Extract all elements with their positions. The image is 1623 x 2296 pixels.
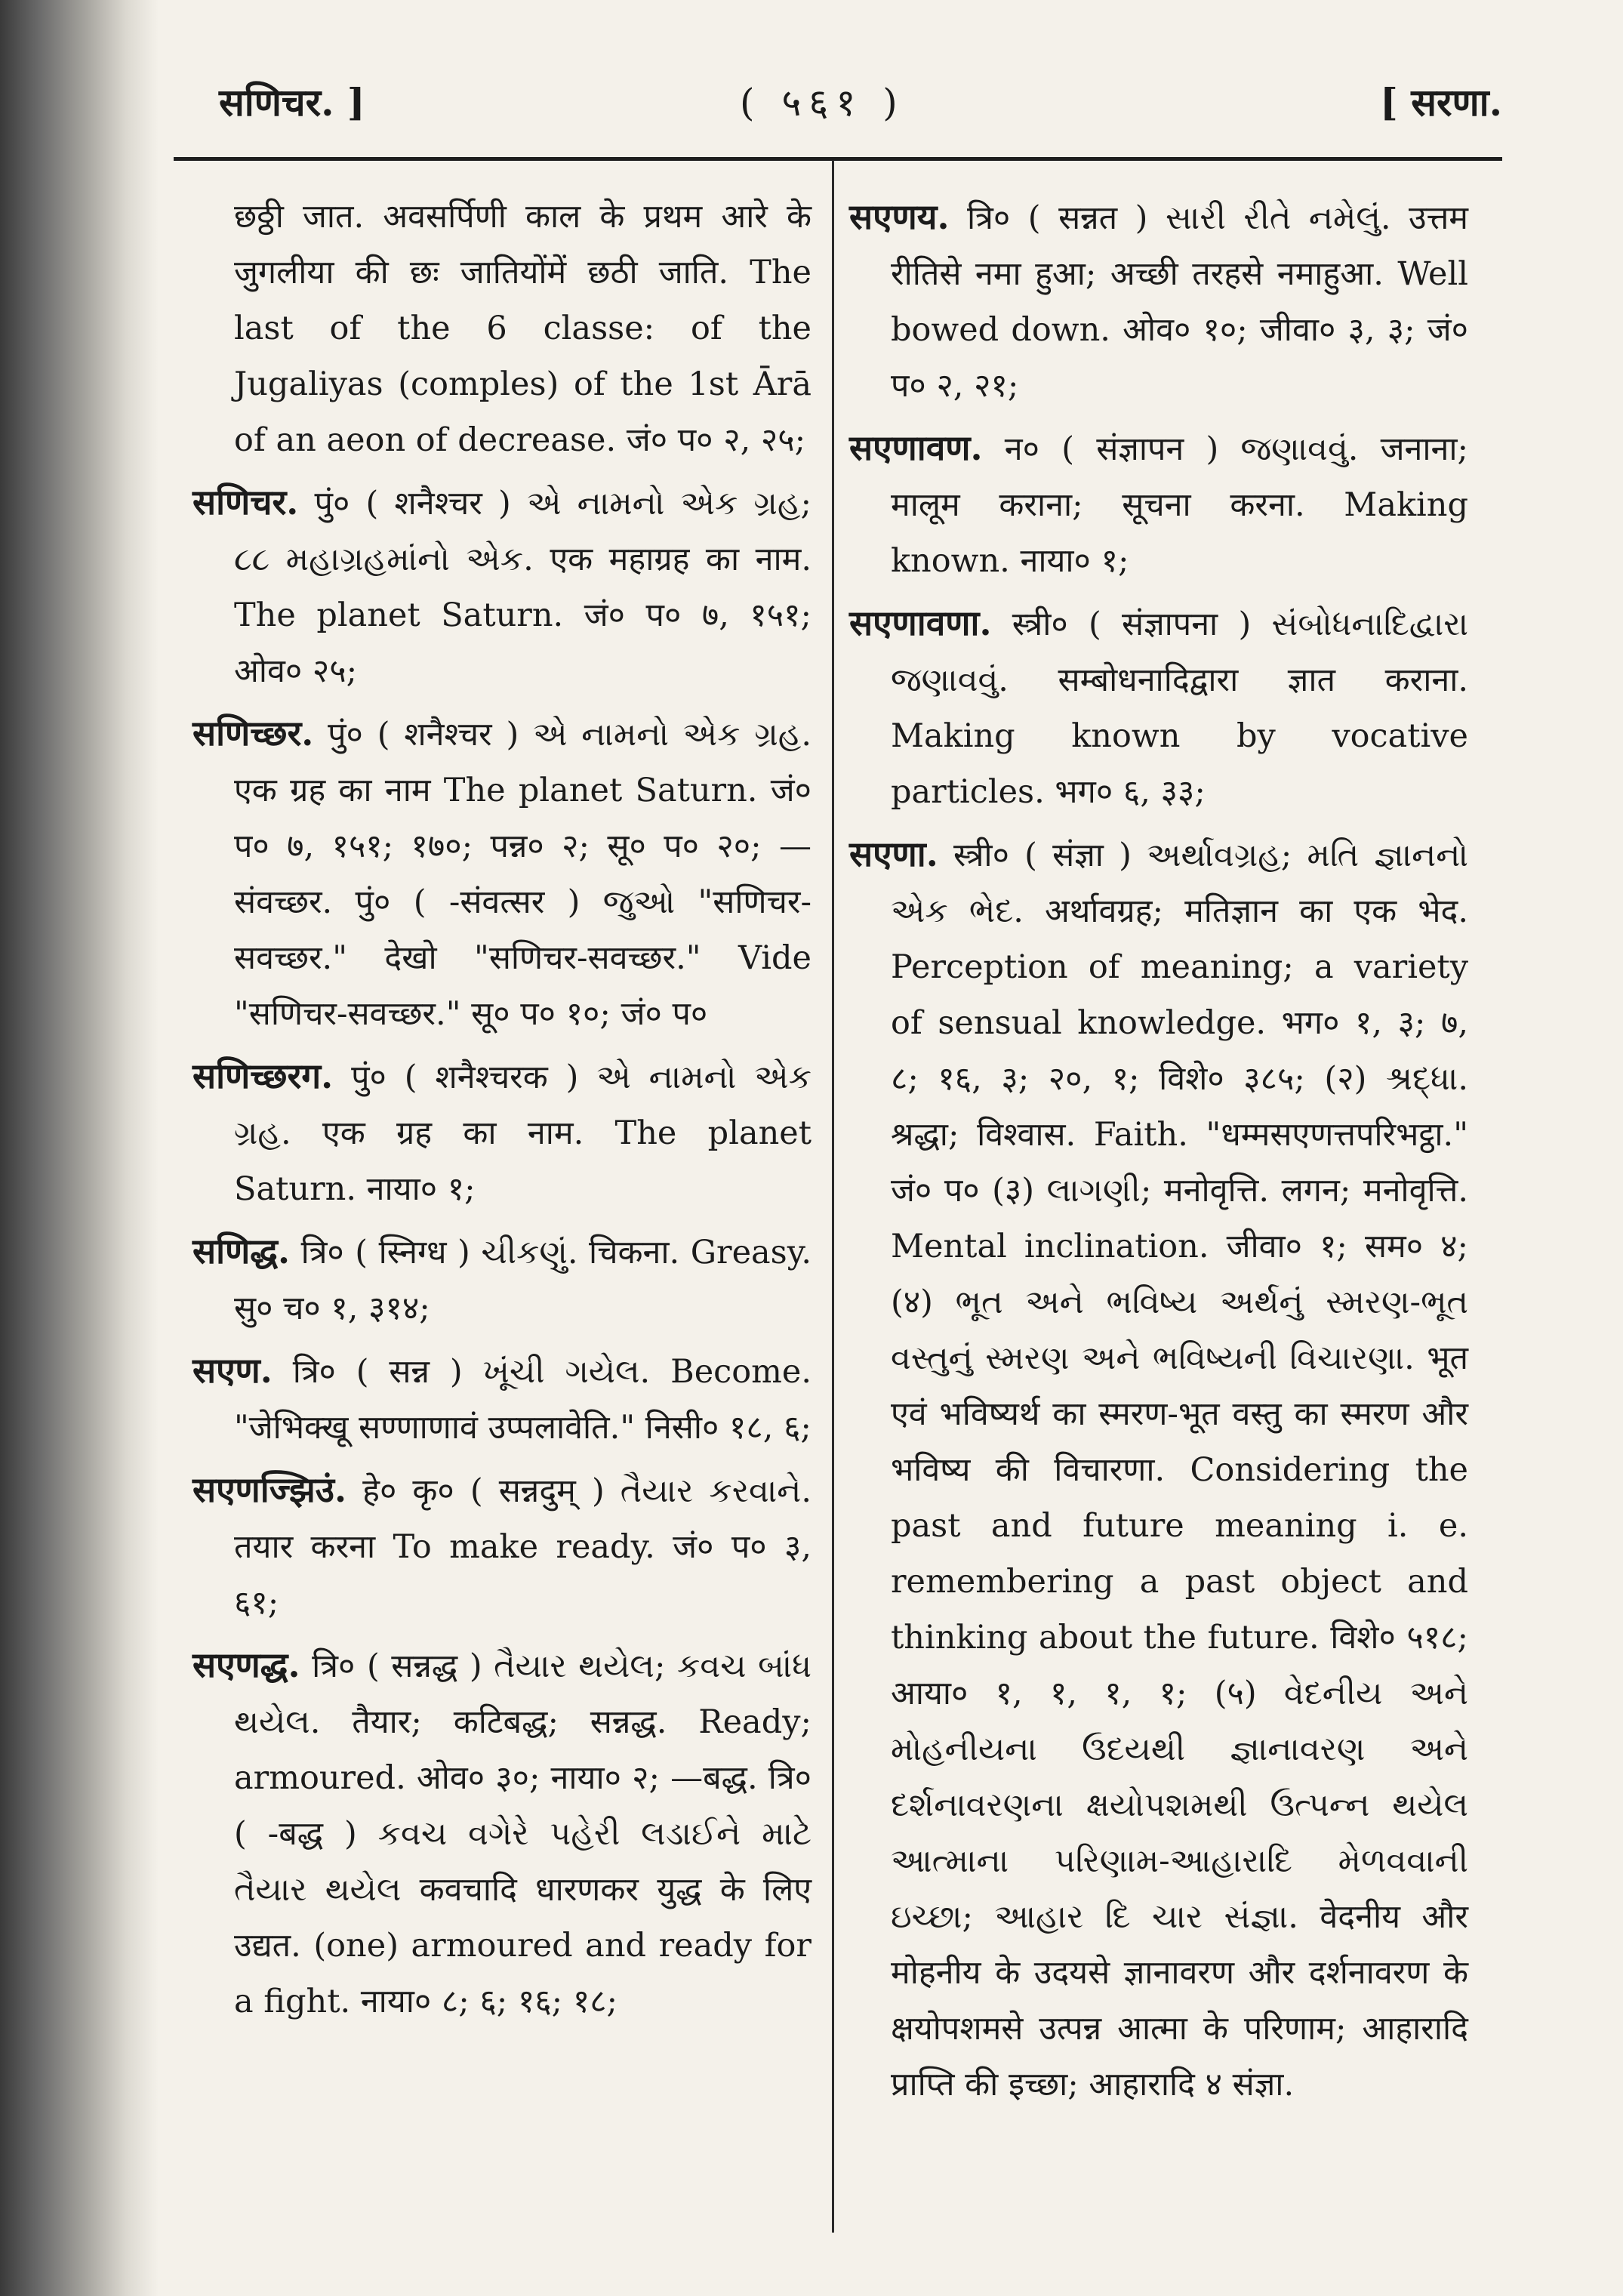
right-column [849,189,1468,2119]
entry-text: त्रि० ( सन्न ) ખૂંચી ગયેલ. Become. "जेभिक्खू सण्णाणावं उप्पलावेति." निसी० १८, ६; [234,1353,812,1447]
entry-headword: सएणद्ध. [192,1644,300,1685]
dictionary-entry [192,1342,812,1456]
page-binding-shadow [0,0,159,2296]
dictionary-entry [192,1462,812,1631]
entry-headword: सणिच्छर. [192,713,314,754]
entry-headword: सएण. [192,1350,273,1391]
entry-headword: सएणज्झिउं. [192,1469,347,1510]
entry-headword: सणिचर. [192,482,299,522]
dictionary-entry [192,705,812,1042]
dictionary-entry [192,474,812,699]
dictionary-entry [849,420,1468,589]
dictionary-entry [849,826,1468,2113]
left-column [192,189,812,2036]
entry-text: हे० कृ० ( सन्नदुम् ) તૈયાર કરવાને. तयार करना To make ready. जं० प० ३, ६१; [234,1472,812,1622]
dictionary-entry [192,1637,812,2029]
dictionary-entry [192,1048,812,1217]
dictionary-page [174,45,1502,2280]
entry-text: स्त्री० ( संज्ञा ) અર્થાવગ્રહ; મતિ જ્ઞાનનો એક ભેદ. अर्थावग्रह; मतिज्ञान का एक भेद. Perception of meaning; a variety of sensual knowledge. भग० १, ३; ७, ८; १६, ३; २०, १; विशे० ३८५; (२) શ્રદ્ધા. श्रद्धा; विश्वास. Faith. "धम्मसएणत्तपरिभट्ठा." जं० प० (३) લાગણી; मनोवृत्ति. लगन; मनोवृत्ति. Mental inclination. जीवा० १; सम० ४; (४) ભૂત અને ભવિષ્ય અર્થનું સ્મરણ-ભૂત વસ્તુનું સ્મરણ અને ભવિષ્યની વિચારણા. भूत एवं भविष्यर्थ का स्मरण-भूत वस्तु का स्मरण और भविष्य की विचारणा. Considering the past and future meaning i. e. remembering a past object and thinking about the future. विशे० ५१८; आया० १, १, १, १; (५) વેદનીય અને મોહનીયના ઉદયથી જ્ઞાનાવરણ અને દર્શનાવરણના ક્ષયોપશમથી ઉત્પન્ન થયેલ આત્માના પરિણામ-આહારાદિ મેળવવાની ઇચ્છા; આહાર દિ ચાર સંજ્ઞા. वेदनीय और मोहनीय के उदयसे ज्ञानावरण और दर्शनावरण के क्षयोपशमसे उत्पन्न आत्मा के परिणाम; आहारादि प्राप्ति की इच्छा; आहारादि ४ संज्ञा. [891,837,1468,2103]
entry-text: पुं० ( शनैश्चरक ) એ નામનો એક ગ્રહ. एक ग्रह का नाम. The planet Saturn. नाया० १; [234,1059,812,1208]
entry-text: त्रि० ( सन्नद्ध ) તૈયાર થયેલ; કવચ બાંધ થયેલ. तैयार; कटिबद्ध; सन्नद्ध. Ready; armoured. ओव० ३०; नाया० २; —बद्ध. त्रि० ( -बद्ध ) કવચ વગેરે પહેરી લડાઈને માટે તૈયાર થયેલ कवचादि धारणकर युद्ध के लिए उद्यत. (one) armoured and ready for a fight. नाया० ८; ६; १६; १८; [234,1647,812,2020]
entry-text: पुं० ( शनैश्चर ) એ નામનો એક ગ્રહ; ૮૮ મહાગ્રહમાંનો એક. एक महाग्रह का नाम. The planet Saturn. जं० प० ७, १५१; ओव० २५; [234,485,812,690]
column-divider [832,160,834,2233]
header-rule [174,157,1502,161]
entry-text: पुं० ( शनैश्चर ) એ નામનો એક ગ્રહ. एक ग्रह का नाम The planet Saturn. जं० प० ७, १५१; १७०; पन्न० २; सू० प० २०; —संवच्छर. पुं० ( -संवत्सर ) જુઓ "सणिचर-सवच्छर." देखो "सणिचर-सवच्छर." Vide "सणिचर-सवच्छर." सू० प० १०; जं० प० [234,716,812,1033]
dictionary-entry [849,189,1468,414]
entry-headword: सणिच्छरग. [192,1056,334,1096]
dictionary-entry [192,1223,812,1336]
entry-text: त्रि० ( सन्नत ) સારી રીતે નમેલું. उत्तम रीतिसे नमा हुआ; अच्छी तरहसे नमाहुआ. Well bowed down. ओव० १०; जीवा० ३, ३; जं० प० २, २१; [891,199,1469,405]
header-right-catchword: [ सरणा. [1380,80,1502,125]
entry-text: न० ( संज्ञापन ) જણાવવું. जनाना; मालूम कराना; सूचना करना. Making known. नाया० १; [891,430,1469,580]
entry-headword: सएणा. [849,834,938,874]
entry-headword: सएणय. [849,196,950,237]
entry-headword: सणिद्ध. [192,1231,291,1271]
entry-text: त्रि० ( स्निग्ध ) ચીકણું. चिकना. Greasy. सु० च० १, ३१४; [234,1234,812,1327]
running-head [196,76,1502,143]
entry-text: स्त्री० ( संज्ञापना ) સંબોધનાદિદ્વારા જણાવવું. सम्बोधनादिद्वारा ज्ञात कराना. Making known by vocative particles. भग० ६, ३३; [891,606,1468,811]
dictionary-entry [192,189,812,468]
entry-text: छठ्ठी जात. अवसर्पिणी काल के प्रथम आरे के जुगलीया की छः जातियोंमें छठी जाति. The last of the 6 classe: of the Jugaliyas (comples) of the 1st Ārā of an aeon of decrease. जं० प० २, २५; [234,198,812,459]
header-left-catchword: सणिचर. ] [219,80,365,125]
dictionary-entry [849,595,1468,820]
page-number: ( ५६१ ) [740,81,905,125]
entry-headword: सएणावण. [849,427,983,468]
entry-headword: सएणावणा. [849,603,992,643]
